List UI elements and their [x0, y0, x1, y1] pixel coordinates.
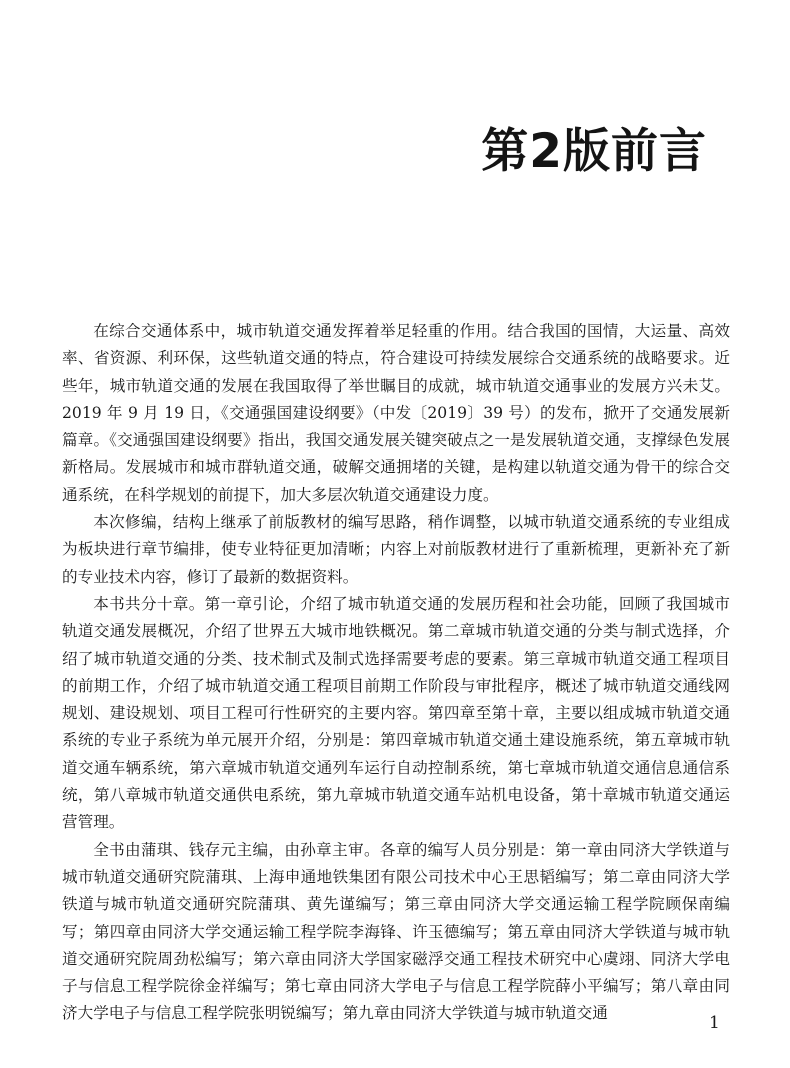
preface-body [62, 318, 730, 1028]
page-number: 1 [709, 1013, 720, 1033]
paragraph: 本书共分十章。第一章引论，介绍了城市轨道交通的发展历程和社会功能，回顾了我国城市轨道交通发展概况，介绍了世界五大城市地铁概况。第二章城市轨道交通的分类与制式选择，介绍了城市轨道交通的分类、技术制式及制式选择需要考虑的要素。第三章城市轨道交通工程项目的前期工作，介绍了城市轨道交通工程项目前期工作阶段与审批程序，概述了城市轨道交通线网规划、建设规划、项目工程可行性研究的主要内容。第四章至第十章，主要以组成城市轨道交通系统的专业子系统为单元展开介绍，分别是：第四章城市轨道交通土建设施系统，第五章城市轨道交通车辆系统，第六章城市轨道交通列车运行自动控制系统，第七章城市轨道交通信息通信系统，第八章城市轨道交通供电系统，第九章城市轨道交通车站机电设备，第十章城市轨道交通运营管理。 [62, 594, 730, 832]
page-title: 第2版前言 [481, 124, 707, 179]
paragraph: 在综合交通体系中，城市轨道交通发挥着举足轻重的作用。结合我国的国情，大运量、高效率、省资源、利环保，这些轨道交通的特点，符合建设可持续发展综合交通系统的战略要求。近些年，城市轨道交通的发展在我国取得了举世瞩目的成就，城市轨道交通事业的发展方兴未艾。2019 年 9 月 19 日，《交通强国建设纲要》（中发〔2019〕39 号）的发布，掀开了交通发展新篇章。《交通强国建设纲要》指出，我国交通发展关键突破点之一是发展轨道交通，支撑绿色发展新格局。发展城市和城市群轨道交通，破解交通拥堵的关键，是构建以轨道交通为骨干的综合交通系统，在科学规划的前提下，加大多层次轨道交通建设力度。 [62, 322, 730, 504]
paragraph: 全书由蒲琪、钱存元主编，由孙章主审。各章的编写人员分别是：第一章由同济大学铁道与城市轨道交通研究院蒲琪、上海申通地铁集团有限公司技术中心王思韬编写；第二章由同济大学铁道与城市轨道交通研究院蒲琪、黄先谨编写；第三章由同济大学交通运输工程学院顾保南编写；第四章由同济大学交通运输工程学院李海锋、许玉德编写；第五章由同济大学铁道与城市轨道交通研究院周劲松编写；第六章由同济大学国家磁浮交通工程技术研究中心虞翊、同济大学电子与信息工程学院徐金祥编写；第七章由同济大学电子与信息工程学院薛小平编写；第八章由同济大学电子与信息工程学院张明锐编写；第九章由同济大学铁道与城市轨道交通 [62, 840, 730, 1023]
paragraph: 本次修编，结构上继承了前版教材的编写思路，稍作调整，以城市轨道交通系统的专业组成为板块进行章节编排，使专业特征更加清晰；内容上对前版教材进行了重新梳理，更新补充了新的专业技术内容，修订了最新的数据资料。 [62, 513, 730, 586]
